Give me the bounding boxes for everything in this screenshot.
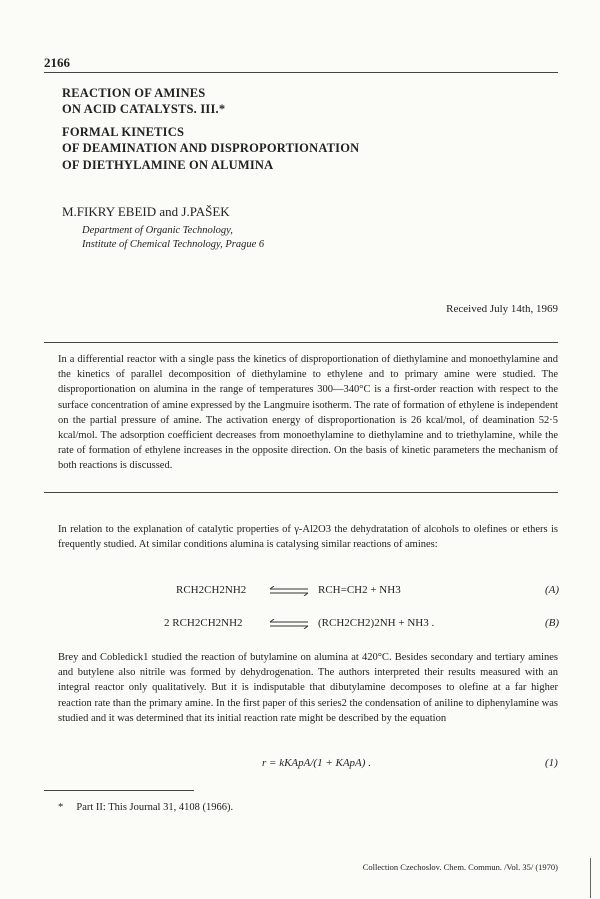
equation-1: r = kKApA/(1 + KApA) . [262, 757, 371, 769]
intro-text: In relation to the explanation of catalytic properties of γ-Al2O3 the dehydratation of alcohols to olefines or ethers is frequently studied. At similar conditions alumina is catalysing similar reactions of amines: [58, 524, 558, 551]
margin-line [590, 858, 591, 898]
affiliation-line-2: Institute of Chemical Technology, Prague 6 [82, 239, 265, 250]
equilibrium-arrow-b [268, 619, 312, 629]
equation-1-label: (1) [545, 757, 558, 769]
equation-a-label: (A) [545, 584, 560, 596]
abstract-top-rule [44, 342, 558, 343]
title-line-5: OF DIETHYLAMINE ON ALUMINA [62, 158, 274, 172]
authors: M.FIKRY EBEID and J.PAŠEK [62, 204, 230, 219]
title-line-3: FORMAL KINETICS [62, 125, 185, 139]
header-rule [44, 72, 558, 73]
equation-a-right: RCH=CH2 + NH3 [318, 584, 401, 596]
equilibrium-arrow-a [268, 586, 312, 596]
journal-footer: Collection Czechoslov. Chem. Commun. /Vol. 35/ (1970) [362, 862, 558, 872]
affiliation-line-1: Department of Organic Technology, [82, 225, 233, 236]
title-line-1: REACTION OF AMINES [62, 86, 206, 100]
intro-paragraph [58, 522, 558, 552]
equation-b-left: 2 RCH2CH2NH2 [164, 617, 243, 629]
equation-b-right: (RCH2CH2)2NH + NH3 . [318, 617, 435, 629]
page-number: 2166 [44, 55, 70, 70]
abstract-bottom-rule [44, 492, 558, 493]
body-paragraph-2: Brey and Cobledick1 studied the reaction of butylamine on alumina at 420°C. Besides secondary and tertiary amines and butylene also nitrile was formed by dehydrogenation. The authors interpreted their results measured with an integral reactor only qualitatively. But it is indisputable that dibutylamine decomposes to olefine at a far higher reaction rate than the primary amine. In the first paper of this series2 the condensation of aniline to diphenylamine was studied and it was determined that its initial reaction rate might be described by the equation [58, 652, 558, 724]
equation-a-left: RCH2CH2NH2 [176, 584, 247, 596]
received-date: Received July 14th, 1969 [446, 303, 558, 315]
title-line-2: ON ACID CATALYSTS. III.* [62, 102, 226, 116]
footnote-rule [44, 790, 194, 791]
abstract: In a differential reactor with a single pass the kinetics of disproportionation of diethylamine and monoethylamine and the kinetics of parallel decomposition of diethylamine to ethylene and to primary amine were studied. The disproportionation on alumina in the range of temperatures 300—340°C is a first-order reaction with respect to the surface concentration of amine expressed by the Langmuire isotherm. The rate of formation of ethylene is independent on the partial pressure of amine. The activation energy of disproportionation is 26 kcal/mol, of deamination 52·5 kcal/mol. The adsorption coefficient decreases from monoethylamine to diethylamine and to triethylamine, while the rate of formation of ethylene increases in the opposite direction. On the basis of kinetic parameters the mechanism of both reactions is discussed. [58, 354, 558, 472]
title-line-4: OF DEAMINATION AND DISPROPORTIONATION [62, 141, 360, 155]
equation-b-label: (B) [545, 617, 560, 629]
footnote: * Part II: This Journal 31, 4108 (1966). [58, 802, 234, 813]
